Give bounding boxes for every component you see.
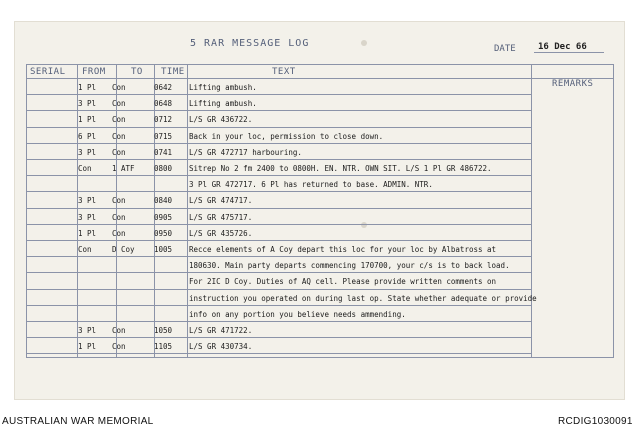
text-cell: Recce elements of A Coy depart this loc for your loc by Albatross at [189,245,497,254]
table-row [0,99,639,115]
table-row [0,294,639,310]
from-cell: 1 Pl [78,228,97,238]
from-cell: 3 Pl [78,147,97,157]
from-cell: 3 Pl [78,99,97,109]
to-cell: Con [112,212,126,222]
to-cell: Con [112,83,126,92]
time-cell: 1005 [154,245,173,254]
table-row [0,213,639,229]
time-cell: 1105 [154,342,173,352]
text-cell: L/S GR 472717 harbouring. [189,147,302,157]
time-cell: 0715 [154,131,173,141]
header-from: FROM [82,67,106,77]
table-row [0,342,639,358]
text-cell: Sitrep No 2 fm 2400 to 0800H. EN. NTR. OWN SIT. L/S 1 Pl GR 486722. [189,164,492,173]
time-cell: 0648 [154,99,173,109]
table-row [0,310,639,326]
text-cell: 180630. Main party departs commencing 170700, your c/s is to back load. [189,261,510,271]
time-cell: 0905 [154,212,173,222]
time-cell: 0642 [154,83,173,92]
to-cell: Con [112,196,126,206]
grid-line [26,64,614,65]
to-cell: D Coy [112,245,135,254]
from-cell: 1 Pl [78,342,97,352]
text-cell: L/S GR 474717. [189,196,253,206]
text-cell: Lifting ambush. [189,83,257,92]
text-cell: L/S GR 471722. [189,326,253,335]
time-cell: 1050 [154,326,173,335]
to-cell: Con [112,131,126,141]
from-cell: Con [78,245,92,254]
from-cell: 3 Pl [78,212,97,222]
to-cell: Con [112,147,126,157]
from-cell: 1 Pl [78,83,97,92]
punch-hole [361,40,367,46]
to-cell: 1 ATF [112,164,135,173]
from-cell: Con [78,164,92,173]
table-row [0,261,639,277]
text-cell: L/S GR 430734. [189,342,253,352]
table-row [0,115,639,131]
time-cell: 0712 [154,115,173,125]
to-cell: Con [112,99,126,109]
header-remarks: REMARKS [552,79,594,89]
text-cell: 3 Pl GR 472717. 6 Pl has returned to base. ADMIN. NTR. [189,180,433,190]
table-row [0,326,639,342]
table-row [0,229,639,245]
time-cell: 0840 [154,196,173,206]
text-cell: L/S GR 436722. [189,115,253,125]
text-cell: info on any portion you believe needs ammending. [189,309,406,319]
time-cell: 0950 [154,228,173,238]
to-cell: Con [112,326,126,335]
time-cell: 0800 [154,164,173,173]
header-time: TIME [161,67,185,77]
time-cell: 0741 [154,147,173,157]
text-cell: Lifting ambush. [189,99,257,109]
from-cell: 1 Pl [78,115,97,125]
from-cell: 6 Pl [78,131,97,141]
to-cell: Con [112,228,126,238]
text-cell: Back in your loc, permission to close down. [189,131,384,141]
reference-label: RCDIG1030091 [558,416,633,427]
table-row [0,196,639,212]
grid-line [26,78,614,79]
table-row [0,148,639,164]
table-row [0,164,639,180]
header-text: TEXT [272,67,296,77]
from-cell: 3 Pl [78,196,97,206]
text-cell: instruction you operated on during last op. State whether adequate or provide [189,293,537,303]
table-row [0,245,639,261]
table-row [0,132,639,148]
text-cell: L/S GR 435726. [189,228,253,238]
log-title: 5 RAR MESSAGE LOG [190,38,310,49]
text-cell: For 2IC D Coy. Duties of AQ cell. Please provide written comments on [189,277,497,287]
header-to: TO [131,67,143,77]
to-cell: Con [112,115,126,125]
to-cell: Con [112,342,126,352]
source-label: AUSTRALIAN WAR MEMORIAL [2,416,154,427]
text-cell: L/S GR 475717. [189,212,253,222]
table-row [0,83,639,99]
from-cell: 3 Pl [78,326,97,335]
date-label: DATE [494,44,516,54]
table-row [0,180,639,196]
date-value: 16 Dec 66 [534,42,604,53]
table-row [0,277,639,293]
header-serial: SERIAL [30,67,66,77]
